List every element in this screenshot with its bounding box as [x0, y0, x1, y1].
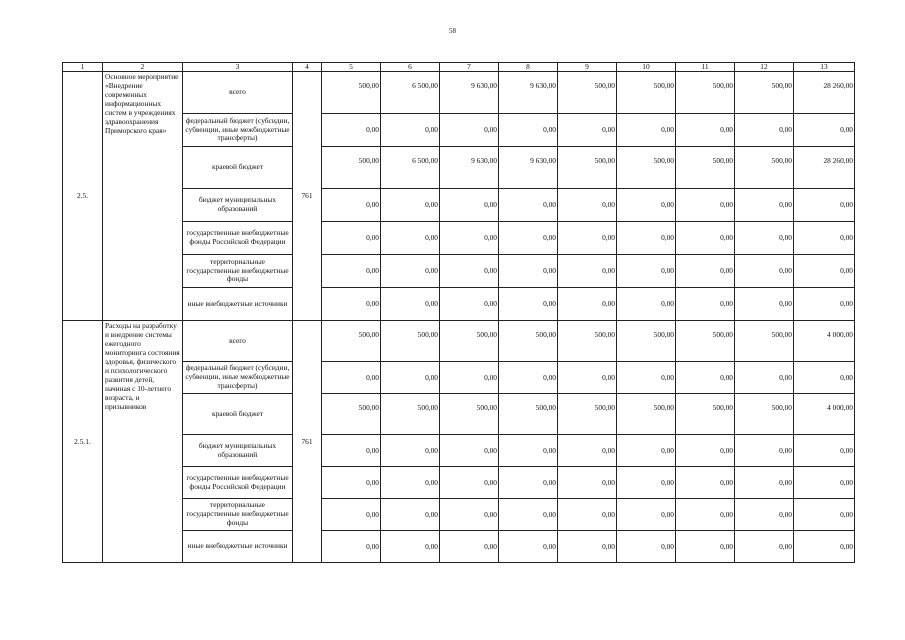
value-cell: 500,00 — [676, 147, 735, 189]
value-cell: 500,00 — [676, 394, 735, 435]
value-cell: 500,00 — [558, 321, 617, 362]
value-cell: 6 500,00 — [381, 147, 440, 189]
value-cell: 0,00 — [558, 531, 617, 563]
value-cell: 0,00 — [322, 255, 381, 288]
header-cell: 13 — [794, 63, 855, 72]
value-cell: 0,00 — [322, 531, 381, 563]
header-cell: 5 — [322, 63, 381, 72]
value-cell: 0,00 — [617, 435, 676, 467]
value-cell: 0,00 — [558, 255, 617, 288]
value-cell: 0,00 — [735, 362, 794, 394]
value-cell: 0,00 — [794, 255, 855, 288]
grbs-code: 761 — [293, 321, 322, 563]
value-cell: 0,00 — [499, 362, 558, 394]
value-cell: 0,00 — [381, 255, 440, 288]
value-cell: 0,00 — [322, 499, 381, 531]
value-cell: 0,00 — [499, 288, 558, 321]
header-cell: 10 — [617, 63, 676, 72]
value-cell: 500,00 — [735, 394, 794, 435]
funding-source: федеральный бюджет (субсидии, субвенции, иные межбюджетные трансферты) — [183, 114, 293, 147]
value-cell: 6 500,00 — [381, 72, 440, 114]
value-cell: 0,00 — [322, 222, 381, 255]
value-cell: 0,00 — [676, 531, 735, 563]
value-cell: 0,00 — [794, 288, 855, 321]
value-cell: 0,00 — [499, 531, 558, 563]
value-cell: 500,00 — [676, 72, 735, 114]
value-cell: 0,00 — [499, 255, 558, 288]
value-cell: 0,00 — [381, 362, 440, 394]
value-cell: 0,00 — [735, 531, 794, 563]
value-cell: 0,00 — [676, 222, 735, 255]
funding-source: территориальные государственные внебюджетные фонды — [183, 499, 293, 531]
value-cell: 0,00 — [558, 499, 617, 531]
budget-table — [62, 62, 855, 563]
value-cell: 0,00 — [440, 467, 499, 499]
value-cell: 0,00 — [381, 467, 440, 499]
row-code: 2.5.1. — [63, 321, 103, 563]
measure-name: Основное мероприятие «Внедрение современных информационных систем в учреждениях здравоохранения Приморского края» — [103, 72, 183, 321]
value-cell: 0,00 — [381, 288, 440, 321]
value-cell: 0,00 — [381, 499, 440, 531]
value-cell: 500,00 — [381, 321, 440, 362]
table-row — [63, 321, 855, 362]
funding-source: всего — [183, 321, 293, 362]
header-cell: 2 — [103, 63, 183, 72]
value-cell: 0,00 — [617, 499, 676, 531]
value-cell: 0,00 — [676, 255, 735, 288]
value-cell: 0,00 — [676, 362, 735, 394]
value-cell: 0,00 — [735, 499, 794, 531]
value-cell: 0,00 — [676, 467, 735, 499]
funding-source: территориальные государственные внебюджетные фонды — [183, 255, 293, 288]
header-cell: 6 — [381, 63, 440, 72]
value-cell: 0,00 — [735, 288, 794, 321]
value-cell: 0,00 — [676, 288, 735, 321]
value-cell: 0,00 — [440, 499, 499, 531]
value-cell: 0,00 — [440, 435, 499, 467]
value-cell: 0,00 — [794, 114, 855, 147]
value-cell: 0,00 — [794, 499, 855, 531]
grbs-code: 761 — [293, 72, 322, 321]
value-cell: 0,00 — [794, 467, 855, 499]
value-cell: 0,00 — [558, 362, 617, 394]
value-cell: 0,00 — [617, 288, 676, 321]
value-cell: 0,00 — [558, 467, 617, 499]
value-cell: 0,00 — [617, 222, 676, 255]
value-cell: 0,00 — [499, 467, 558, 499]
value-cell: 500,00 — [322, 321, 381, 362]
value-cell: 500,00 — [322, 72, 381, 114]
value-cell: 500,00 — [499, 321, 558, 362]
funding-source: краевой бюджет — [183, 147, 293, 189]
value-cell: 500,00 — [617, 147, 676, 189]
value-cell: 0,00 — [499, 189, 558, 222]
value-cell: 9 630,00 — [440, 147, 499, 189]
value-cell: 500,00 — [617, 72, 676, 114]
value-cell: 0,00 — [794, 435, 855, 467]
value-cell: 0,00 — [617, 189, 676, 222]
value-cell: 0,00 — [558, 189, 617, 222]
value-cell: 0,00 — [322, 114, 381, 147]
value-cell: 0,00 — [735, 435, 794, 467]
value-cell: 4 000,00 — [794, 394, 855, 435]
value-cell: 0,00 — [735, 189, 794, 222]
value-cell: 500,00 — [322, 394, 381, 435]
value-cell: 0,00 — [794, 222, 855, 255]
table-body — [63, 63, 855, 563]
value-cell: 500,00 — [499, 394, 558, 435]
header-cell: 9 — [558, 63, 617, 72]
value-cell: 0,00 — [794, 189, 855, 222]
value-cell: 0,00 — [499, 435, 558, 467]
value-cell: 0,00 — [676, 435, 735, 467]
value-cell: 0,00 — [381, 189, 440, 222]
header-cell: 7 — [440, 63, 499, 72]
value-cell: 500,00 — [735, 72, 794, 114]
value-cell: 0,00 — [558, 435, 617, 467]
value-cell: 500,00 — [440, 321, 499, 362]
value-cell: 0,00 — [794, 531, 855, 563]
value-cell: 0,00 — [676, 189, 735, 222]
value-cell: 0,00 — [381, 531, 440, 563]
value-cell: 500,00 — [558, 72, 617, 114]
header-cell: 11 — [676, 63, 735, 72]
value-cell: 9 630,00 — [499, 72, 558, 114]
value-cell: 0,00 — [440, 531, 499, 563]
value-cell: 0,00 — [617, 467, 676, 499]
value-cell: 0,00 — [499, 114, 558, 147]
measure-name: Расходы на разработку и внедрение системы ежегодного мониторинга состояния здоровья, физического и психологического развития детей, начиная с 10-летнего возраста, и призывников — [103, 321, 183, 563]
funding-source: краевой бюджет — [183, 394, 293, 435]
value-cell: 0,00 — [322, 189, 381, 222]
value-cell: 0,00 — [440, 255, 499, 288]
funding-source: всего — [183, 72, 293, 114]
value-cell: 0,00 — [558, 114, 617, 147]
value-cell: 0,00 — [322, 288, 381, 321]
value-cell: 0,00 — [735, 114, 794, 147]
value-cell: 0,00 — [558, 222, 617, 255]
value-cell: 4 000,00 — [794, 321, 855, 362]
value-cell: 0,00 — [381, 222, 440, 255]
page-number: 58 — [449, 27, 456, 35]
value-cell: 500,00 — [440, 394, 499, 435]
header-cell: 8 — [499, 63, 558, 72]
value-cell: 0,00 — [440, 288, 499, 321]
value-cell: 0,00 — [558, 288, 617, 321]
value-cell: 0,00 — [735, 467, 794, 499]
value-cell: 0,00 — [676, 499, 735, 531]
funding-source: государственные внебюджетные фонды Российской Федерации — [183, 222, 293, 255]
value-cell: 9 630,00 — [440, 72, 499, 114]
header-cell: 1 — [63, 63, 103, 72]
value-cell: 500,00 — [558, 394, 617, 435]
funding-source: бюджет муниципальных образований — [183, 435, 293, 467]
value-cell: 0,00 — [322, 362, 381, 394]
value-cell: 0,00 — [735, 222, 794, 255]
header-cell: 12 — [735, 63, 794, 72]
value-cell: 0,00 — [322, 435, 381, 467]
value-cell: 0,00 — [617, 255, 676, 288]
value-cell: 0,00 — [381, 435, 440, 467]
value-cell: 500,00 — [735, 321, 794, 362]
value-cell: 500,00 — [617, 321, 676, 362]
value-cell: 0,00 — [794, 362, 855, 394]
value-cell: 0,00 — [735, 255, 794, 288]
value-cell: 500,00 — [617, 394, 676, 435]
value-cell: 0,00 — [617, 362, 676, 394]
funding-source: иные внебюджетные источники — [183, 288, 293, 321]
value-cell: 0,00 — [440, 114, 499, 147]
funding-source: государственные внебюджетные фонды Российской Федерации — [183, 467, 293, 499]
value-cell: 0,00 — [499, 222, 558, 255]
value-cell: 0,00 — [381, 114, 440, 147]
value-cell: 0,00 — [499, 499, 558, 531]
value-cell: 500,00 — [558, 147, 617, 189]
value-cell: 9 630,00 — [499, 147, 558, 189]
header-cell: 4 — [293, 63, 322, 72]
table-row — [63, 72, 855, 114]
value-cell: 28 260,00 — [794, 72, 855, 114]
value-cell: 0,00 — [676, 114, 735, 147]
row-code: 2.5. — [63, 72, 103, 321]
funding-source: федеральный бюджет (субсидии, субвенции, иные межбюджетные трансферты) — [183, 362, 293, 394]
funding-source: иные внебюджетные источники — [183, 531, 293, 563]
value-cell: 500,00 — [381, 394, 440, 435]
header-row — [63, 63, 855, 72]
value-cell: 28 260,00 — [794, 147, 855, 189]
value-cell: 500,00 — [735, 147, 794, 189]
value-cell: 500,00 — [676, 321, 735, 362]
funding-source: бюджет муниципальных образований — [183, 189, 293, 222]
value-cell: 0,00 — [440, 362, 499, 394]
value-cell: 0,00 — [617, 114, 676, 147]
value-cell: 0,00 — [322, 467, 381, 499]
header-cell: 3 — [183, 63, 293, 72]
value-cell: 0,00 — [617, 531, 676, 563]
value-cell: 500,00 — [322, 147, 381, 189]
value-cell: 0,00 — [440, 222, 499, 255]
value-cell: 0,00 — [440, 189, 499, 222]
